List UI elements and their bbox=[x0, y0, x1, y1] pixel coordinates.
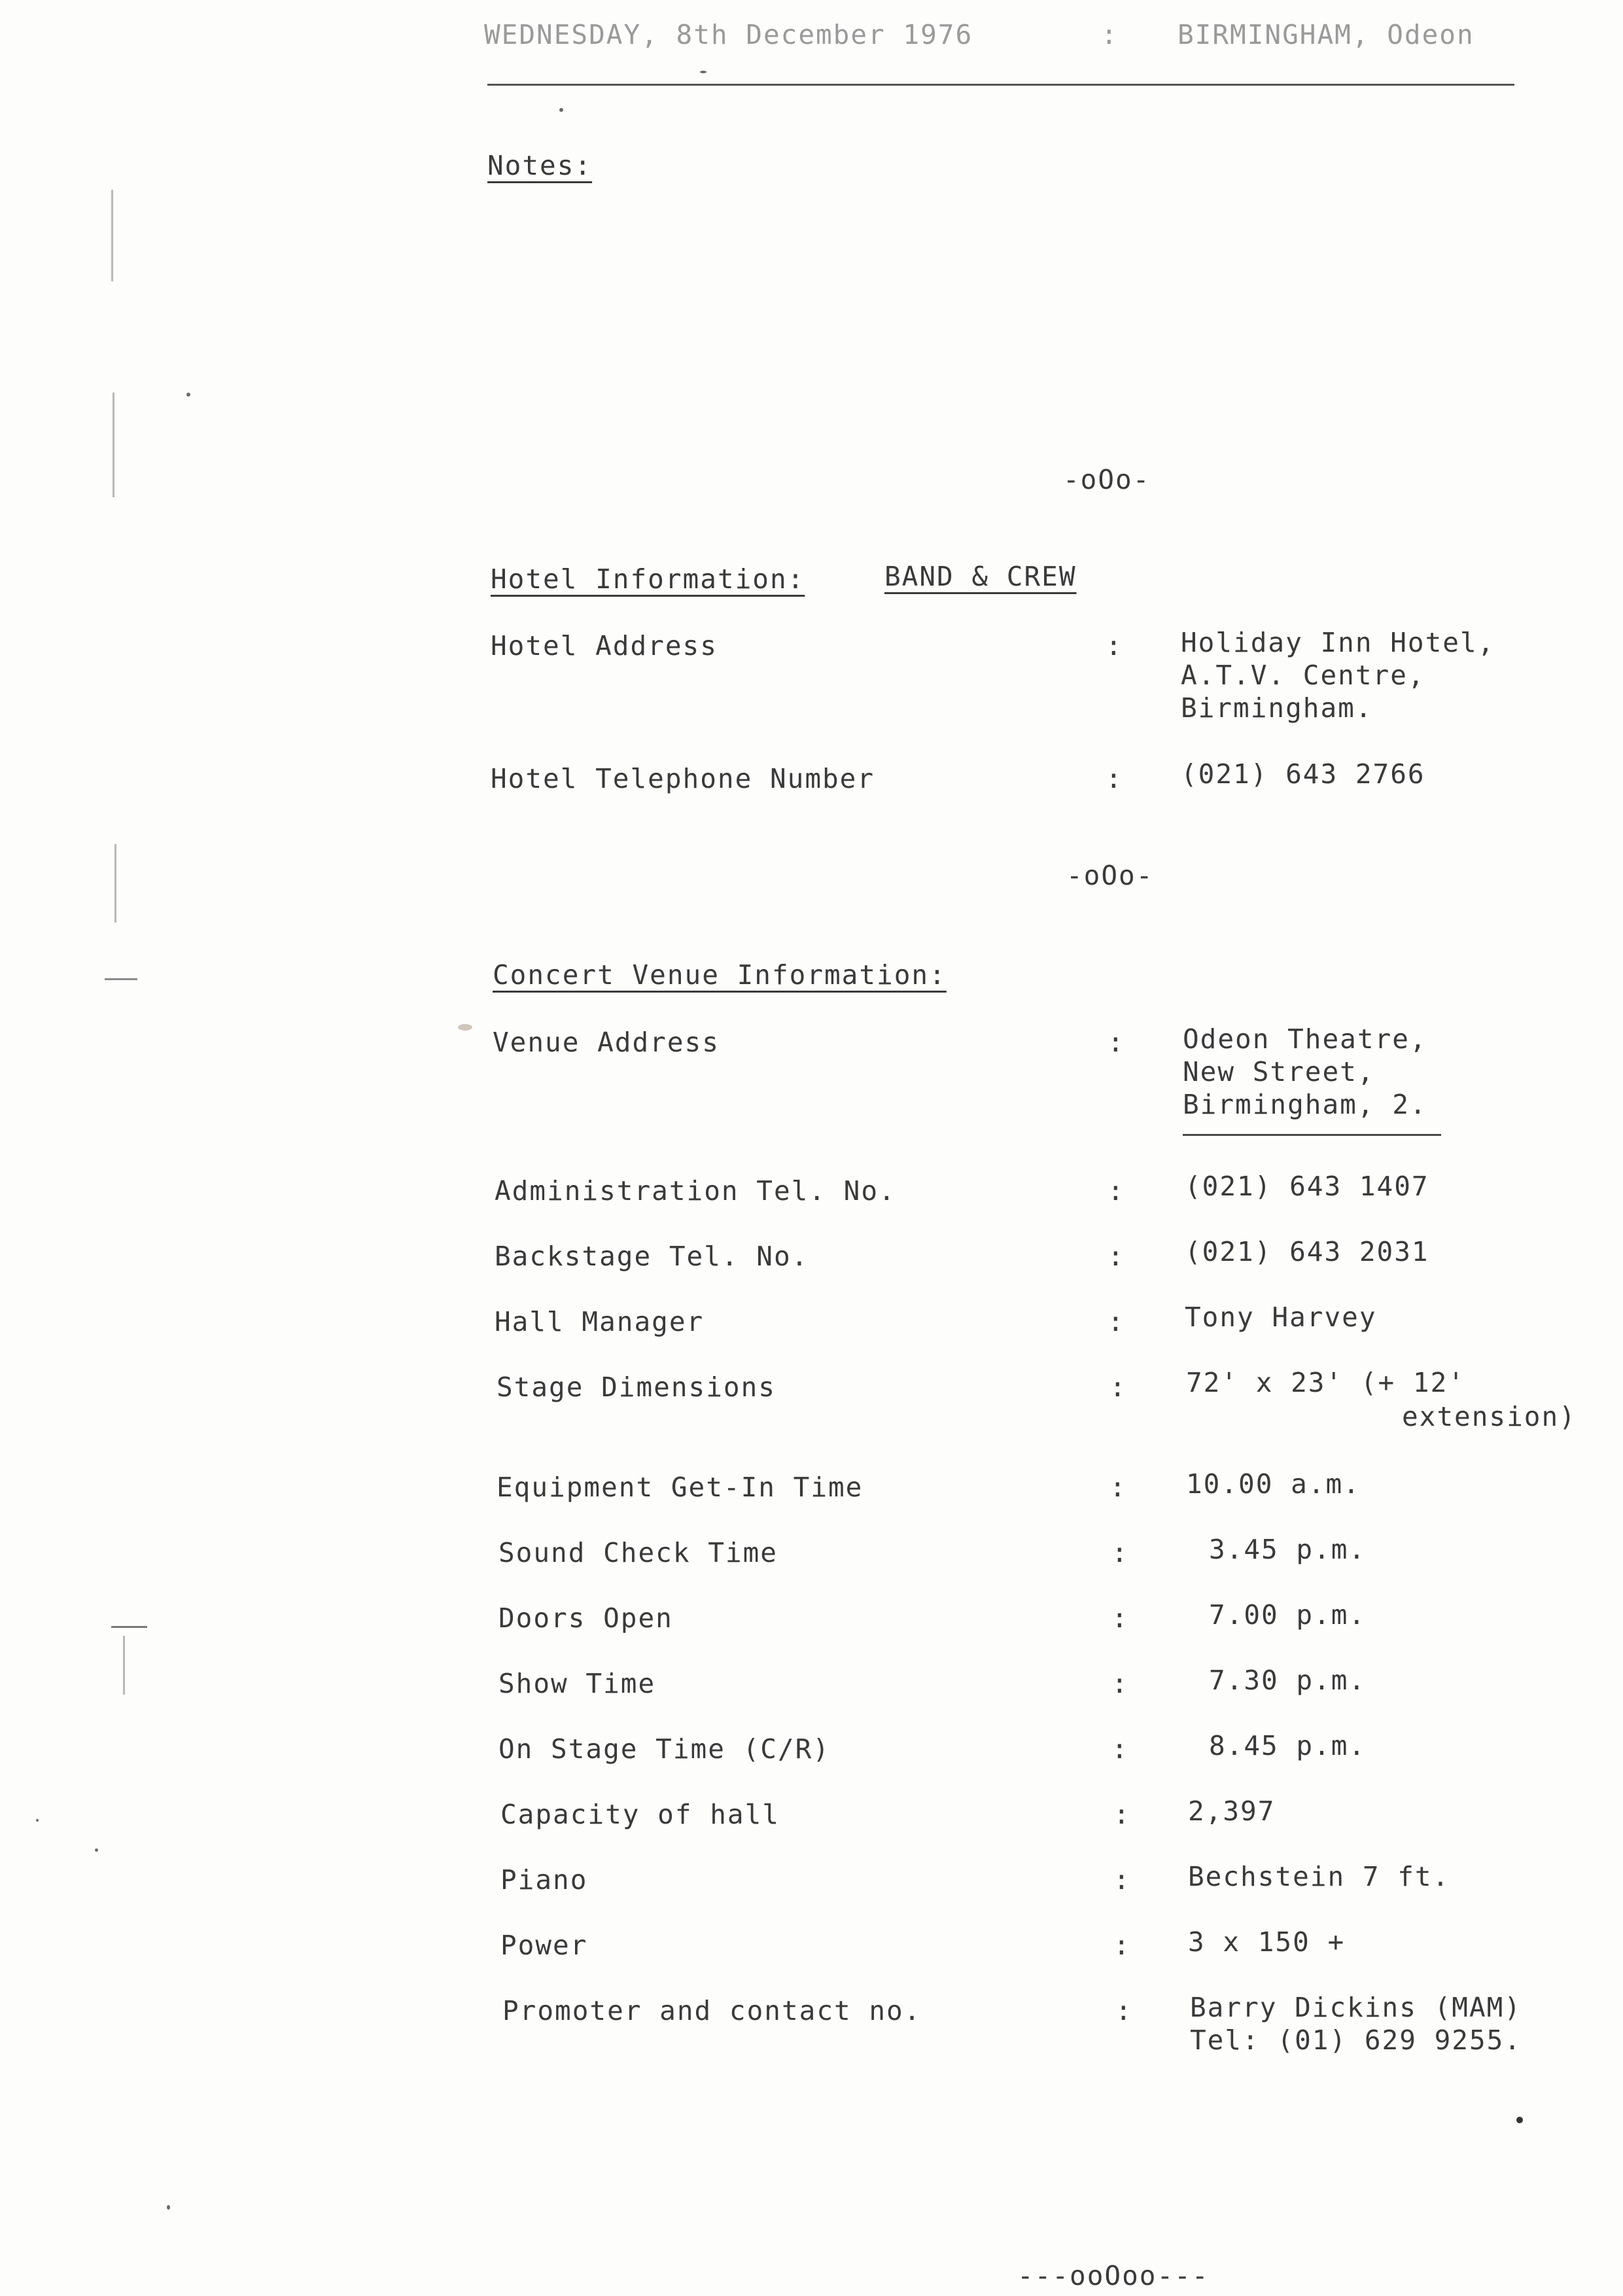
speck bbox=[458, 1024, 472, 1031]
on-stage-time-colon: : bbox=[1111, 1733, 1129, 1765]
hall-manager-value: Tony Harvey bbox=[1185, 1301, 1377, 1333]
hotel-address-line-2: A.T.V. Centre, bbox=[1181, 660, 1425, 691]
backstage-tel-label: Backstage Tel. No. bbox=[495, 1241, 809, 1272]
venue-address-line-2: New Street, bbox=[1183, 1056, 1375, 1087]
hotel-address-line-1: Holiday Inn Hotel, bbox=[1181, 627, 1495, 658]
hotel-heading-prefix: Hotel Information: bbox=[491, 563, 805, 595]
hall-manager-label: Hall Manager bbox=[495, 1306, 705, 1337]
hall-manager-colon: : bbox=[1108, 1306, 1125, 1337]
piano-value: Bechstein 7 ft. bbox=[1188, 1861, 1450, 1892]
venue-address-line-3: Birmingham, 2. bbox=[1183, 1089, 1427, 1120]
speck bbox=[95, 1848, 98, 1852]
promoter-colon: : bbox=[1115, 1995, 1133, 2026]
backstage-tel-value: (021) 643 2031 bbox=[1185, 1236, 1429, 1267]
edge-mark bbox=[123, 1636, 125, 1695]
speck bbox=[559, 108, 563, 112]
edge-mark bbox=[105, 978, 137, 980]
header-rule bbox=[487, 84, 1514, 86]
doors-open-colon: : bbox=[1111, 1602, 1129, 1634]
speck bbox=[167, 2205, 170, 2210]
venue-address-line-1: Odeon Theatre, bbox=[1183, 1023, 1427, 1055]
show-time-label: Show Time bbox=[498, 1668, 656, 1699]
hotel-phone-value: (021) 643 2766 bbox=[1181, 758, 1425, 790]
speck bbox=[36, 1819, 39, 1822]
header-location: BIRMINGHAM, Odeon bbox=[1178, 19, 1475, 50]
admin-tel-label: Administration Tel. No. bbox=[495, 1175, 896, 1207]
capacity-label: Capacity of hall bbox=[500, 1799, 780, 1830]
get-in-time-label: Equipment Get-In Time bbox=[497, 1472, 864, 1503]
get-in-time-colon: : bbox=[1109, 1472, 1127, 1503]
promoter-line-1: Barry Dickins (MAM) bbox=[1190, 1992, 1522, 2023]
stage-dimensions-label: Stage Dimensions bbox=[497, 1371, 776, 1403]
edge-mark bbox=[111, 190, 113, 281]
sound-check-colon: : bbox=[1111, 1537, 1129, 1568]
get-in-time-value: 10.00 a.m. bbox=[1186, 1468, 1361, 1500]
venue-address-underline bbox=[1183, 1134, 1441, 1136]
backstage-tel-colon: : bbox=[1108, 1241, 1125, 1272]
hotel-address-label: Hotel Address bbox=[491, 630, 718, 662]
capacity-colon: : bbox=[1113, 1799, 1131, 1830]
edge-mark bbox=[111, 1626, 147, 1628]
divider-1: -oOo- bbox=[1063, 464, 1151, 495]
capacity-value: 2,397 bbox=[1188, 1795, 1276, 1827]
header-separator: : bbox=[1101, 19, 1119, 50]
hotel-heading-suffix: BAND & CREW bbox=[884, 561, 1077, 592]
piano-colon: : bbox=[1113, 1864, 1131, 1896]
on-stage-time-value: 8.45 p.m. bbox=[1209, 1730, 1367, 1761]
power-value: 3 x 150 + bbox=[1188, 1926, 1346, 1958]
stage-dimensions-colon: : bbox=[1109, 1371, 1127, 1403]
divider-2: -oOo- bbox=[1066, 860, 1154, 891]
sound-check-value: 3.45 p.m. bbox=[1209, 1534, 1367, 1565]
admin-tel-value: (021) 643 1407 bbox=[1185, 1171, 1429, 1202]
hotel-phone-label: Hotel Telephone Number bbox=[491, 763, 875, 794]
promoter-label: Promoter and contact no. bbox=[502, 1995, 922, 2026]
show-time-value: 7.30 p.m. bbox=[1209, 1665, 1367, 1696]
promoter-line-2: Tel: (01) 629 9255. bbox=[1190, 2024, 1522, 2056]
hotel-address-colon: : bbox=[1106, 630, 1123, 662]
admin-tel-colon: : bbox=[1108, 1175, 1125, 1207]
stage-dimensions-line-1: 72' x 23' (+ 12' bbox=[1186, 1367, 1465, 1398]
notes-heading: Notes: bbox=[487, 150, 593, 181]
speck bbox=[700, 71, 707, 73]
doors-open-label: Doors Open bbox=[498, 1602, 673, 1634]
edge-mark bbox=[113, 393, 114, 497]
on-stage-time-label: On Stage Time (C/R) bbox=[498, 1733, 830, 1765]
power-label: Power bbox=[500, 1930, 588, 1961]
venue-address-colon: : bbox=[1108, 1027, 1125, 1058]
hotel-phone-colon: : bbox=[1106, 763, 1123, 794]
piano-label: Piano bbox=[500, 1864, 588, 1896]
power-colon: : bbox=[1113, 1930, 1131, 1961]
end-divider: ---ooOoo--- bbox=[1017, 2260, 1210, 2291]
stage-dimensions-line-2: extension) bbox=[1402, 1401, 1577, 1432]
show-time-colon: : bbox=[1111, 1668, 1129, 1699]
venue-address-label: Venue Address bbox=[493, 1027, 720, 1058]
venue-heading: Concert Venue Information: bbox=[493, 959, 947, 991]
speck bbox=[1516, 2117, 1523, 2123]
sound-check-label: Sound Check Time bbox=[498, 1537, 778, 1568]
header-date: WEDNESDAY, 8th December 1976 bbox=[484, 19, 973, 50]
edge-mark bbox=[114, 844, 116, 923]
hotel-address-line-3: Birmingham. bbox=[1181, 692, 1373, 724]
doors-open-value: 7.00 p.m. bbox=[1209, 1599, 1367, 1631]
speck bbox=[186, 393, 190, 397]
